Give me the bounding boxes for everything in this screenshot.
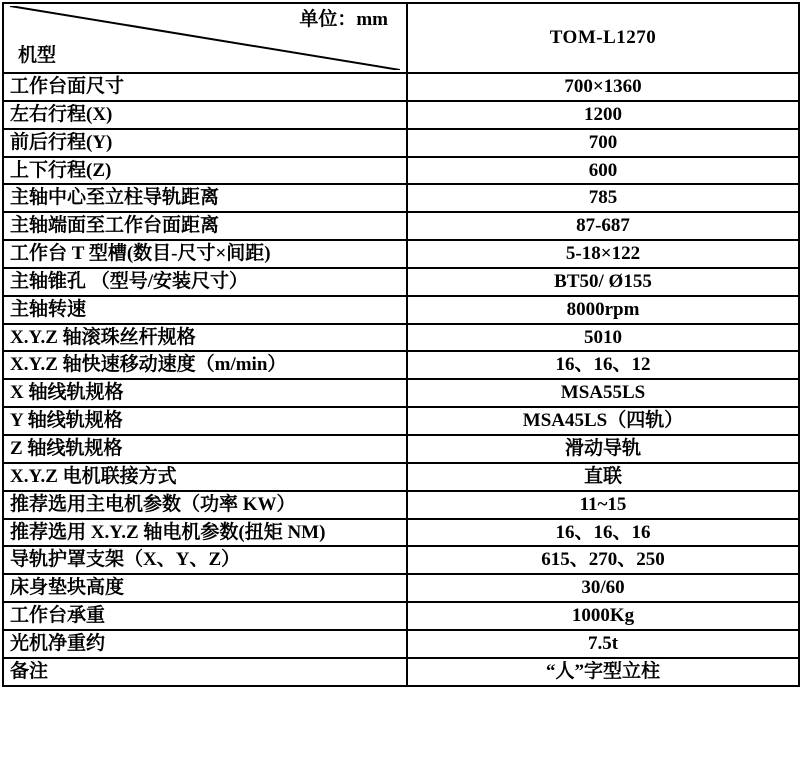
row-value: “人”字型立柱 — [407, 658, 799, 686]
row-value: 11~15 — [407, 491, 799, 519]
unit-label: 单位：mm — [299, 9, 388, 30]
row-value: MSA55LS — [407, 379, 799, 407]
row-value: 700 — [407, 129, 799, 157]
row-label: Y 轴线轨规格 — [3, 407, 407, 435]
row-label: 光机净重约 — [3, 630, 407, 658]
row-value: 700×1360 — [407, 73, 799, 101]
spec-sheet — [0, 2, 800, 771]
row-label: 工作台承重 — [3, 602, 407, 630]
table-row — [3, 546, 799, 574]
row-value: MSA45LS（四轨） — [407, 407, 799, 435]
table-row — [3, 268, 799, 296]
row-label: X 轴线轨规格 — [3, 379, 407, 407]
row-value: 600 — [407, 157, 799, 185]
row-label: 推荐选用 X.Y.Z 轴电机参数(扭矩 NM) — [3, 519, 407, 547]
row-label: X.Y.Z 轴快速移动速度（m/min） — [3, 351, 407, 379]
table-row — [3, 574, 799, 602]
row-label: 左右行程(X) — [3, 101, 407, 129]
table-row — [3, 240, 799, 268]
row-label: 推荐选用主电机参数（功率 KW） — [3, 491, 407, 519]
row-value: 5-18×122 — [407, 240, 799, 268]
row-label: 上下行程(Z) — [3, 157, 407, 185]
table-row — [3, 73, 799, 101]
row-label: X.Y.Z 轴滚珠丝杆规格 — [3, 324, 407, 352]
table-row — [3, 491, 799, 519]
row-label: 前后行程(Y) — [3, 129, 407, 157]
table-row — [3, 658, 799, 686]
model-label: 机型 — [18, 45, 57, 67]
table-row — [3, 101, 799, 129]
row-value: 7.5t — [407, 630, 799, 658]
header-split-cell — [3, 3, 407, 73]
diagonal-divider — [10, 6, 400, 70]
row-value: 785 — [407, 184, 799, 212]
table-row — [3, 351, 799, 379]
row-label: 工作台面尺寸 — [3, 73, 407, 101]
row-label: 主轴锥孔 （型号/安装尺寸） — [3, 268, 407, 296]
row-value: 1200 — [407, 101, 799, 129]
row-value: 615、270、250 — [407, 546, 799, 574]
row-value: 87-687 — [407, 212, 799, 240]
table-row — [3, 630, 799, 658]
table-row — [3, 129, 799, 157]
row-label: 床身垫块高度 — [3, 574, 407, 602]
table-row — [3, 296, 799, 324]
table-row — [3, 435, 799, 463]
row-value: 滑动导轨 — [407, 435, 799, 463]
table-row — [3, 212, 799, 240]
model-value: TOM-L1270 — [407, 3, 799, 73]
table-row — [3, 379, 799, 407]
row-label: X.Y.Z 电机联接方式 — [3, 463, 407, 491]
row-value: BT50/ Ø155 — [407, 268, 799, 296]
row-value: 16、16、12 — [407, 351, 799, 379]
row-value: 16、16、16 — [407, 519, 799, 547]
row-value: 8000rpm — [407, 296, 799, 324]
row-label: 主轴中心至立柱导轨距离 — [3, 184, 407, 212]
row-label: 备注 — [3, 658, 407, 686]
row-value: 直联 — [407, 463, 799, 491]
row-label: 工作台 T 型槽(数目-尺寸×间距) — [3, 240, 407, 268]
table-row — [3, 407, 799, 435]
row-label: 主轴端面至工作台面距离 — [3, 212, 407, 240]
row-value: 5010 — [407, 324, 799, 352]
table-row — [3, 324, 799, 352]
table-row — [3, 157, 799, 185]
specification-table — [2, 2, 800, 687]
row-value: 30/60 — [407, 574, 799, 602]
table-header-row — [3, 3, 799, 73]
table-row — [3, 184, 799, 212]
table-row — [3, 463, 799, 491]
row-label: Z 轴线轨规格 — [3, 435, 407, 463]
row-label: 主轴转速 — [3, 296, 407, 324]
table-row — [3, 519, 799, 547]
table-row — [3, 602, 799, 630]
row-value: 1000Kg — [407, 602, 799, 630]
row-label: 导轨护罩支架（X、Y、Z） — [3, 546, 407, 574]
